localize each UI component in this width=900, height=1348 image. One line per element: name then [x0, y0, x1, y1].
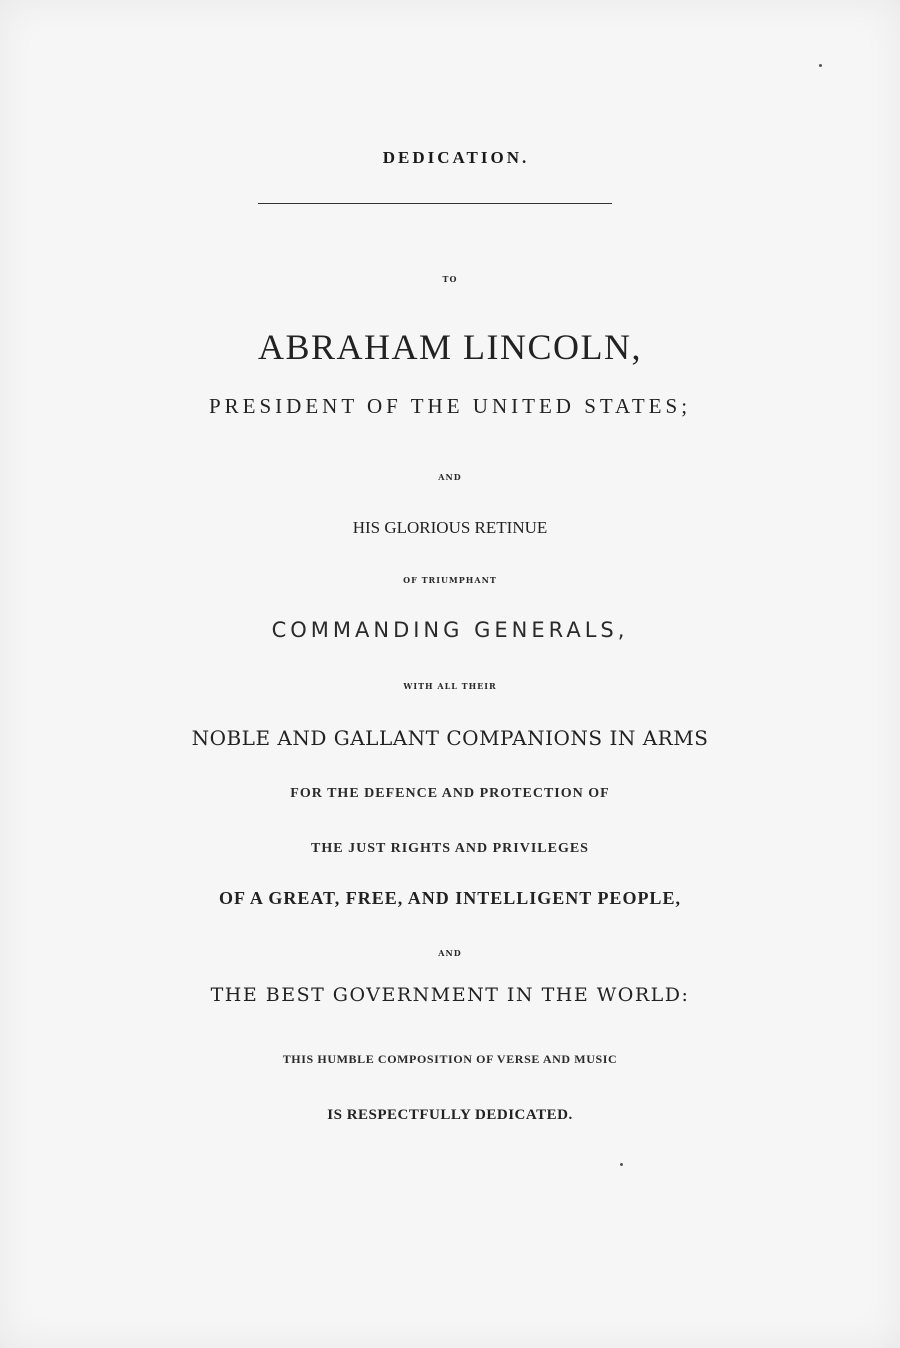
page-heading: DEDICATION.: [382, 148, 530, 167]
of-triumphant-line: OF TRIUMPHANT: [403, 575, 497, 585]
generals-line: COMMANDING GENERALS,: [271, 618, 629, 642]
defence-line: FOR THE DEFENCE AND PROTECTION OF: [290, 786, 610, 801]
companions-line: NOBLE AND GALLANT COMPANIONS IN ARMS: [191, 726, 709, 750]
to-line: TO: [442, 274, 458, 284]
dedicatee-title: PRESIDENT OF THE UNITED STATES;: [208, 394, 692, 418]
ink-speck: [819, 64, 822, 67]
composition-line: THIS HUMBLE COMPOSITION OF VERSE AND MUSIC: [282, 1052, 618, 1066]
dedicatee-name: ABRAHAM LINCOLN,: [258, 327, 642, 367]
people-line: OF A GREAT, FREE, AND INTELLIGENT PEOPLE,: [219, 888, 681, 908]
government-line: THE BEST GOVERNMENT IN THE WORLD:: [210, 984, 690, 1006]
dedicated-line: IS RESPECTFULLY DEDICATED.: [327, 1107, 573, 1123]
ink-speck: [620, 1163, 623, 1166]
and-line-1: AND: [438, 472, 462, 482]
with-all-their-line: WITH ALL THEIR: [403, 681, 497, 691]
rights-line: THE JUST RIGHTS AND PRIVILEGES: [311, 841, 589, 856]
retinue-line: HIS GLORIOUS RETINUE: [352, 518, 548, 537]
heading-rule: [258, 203, 612, 204]
and-line-2: AND: [438, 948, 462, 958]
